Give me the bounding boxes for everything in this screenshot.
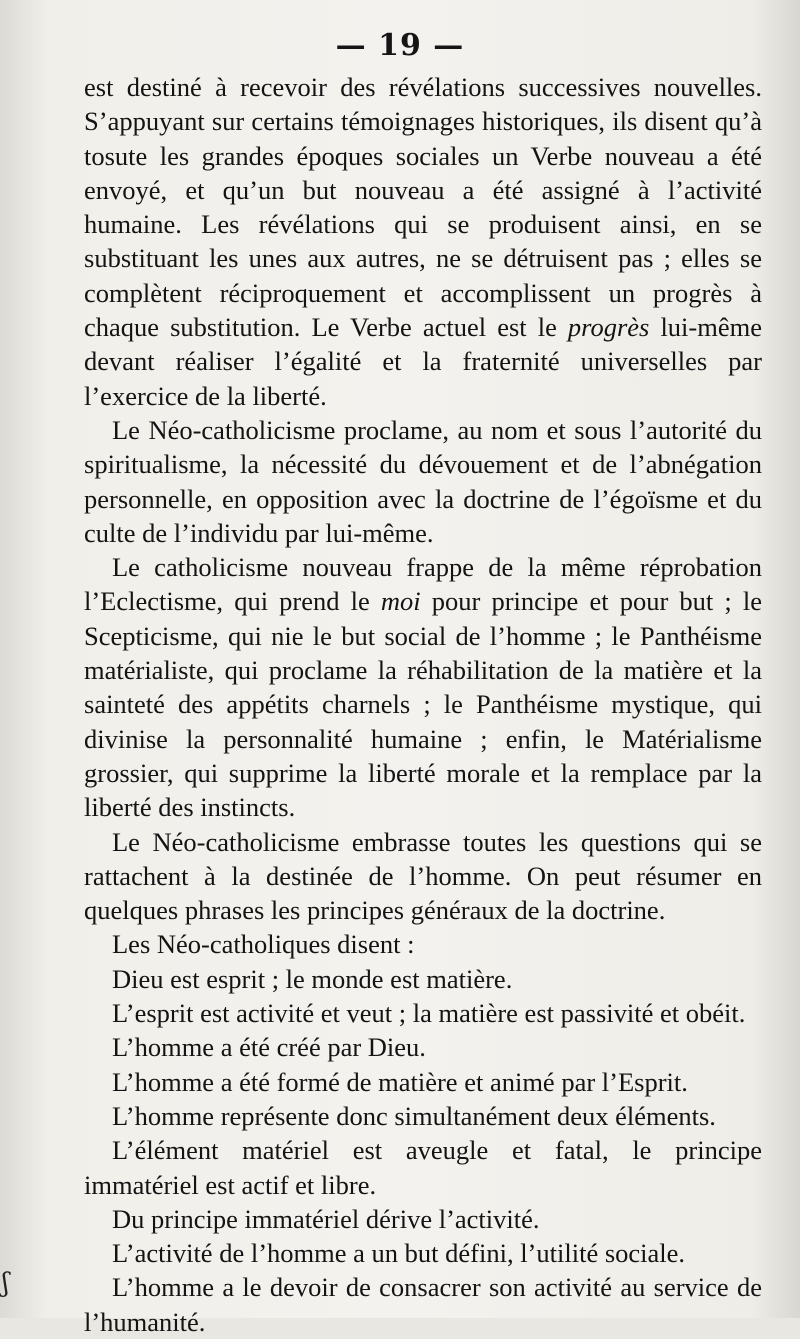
text-run: pour principe et pour but ; le Scepticisme, qui nie le but social de l’homme ; le Panthéisme matérialiste, qui proclame la réhabilitation de la matière et la sainteté des appétits charnels ; le Panthéisme mystique, qui divinise la personnalité humaine ; enfin, le Matérialisme grossier, qui supprime la liberté morale et la remplace par la liberté des instincts. — [84, 586, 762, 823]
text-run: Le Néo-catholicisme proclame, au nom et sous l’autorité du spiritualisme, la nécessité du dévouement et de l’abnégation personnelle, en opposition avec la doctrine de l’égoïsme et du culte de l’individu par lui-même. — [84, 414, 762, 548]
italic-term: moi — [380, 586, 421, 617]
statement-line: Dieu est esprit ; le monde est matière. — [112, 963, 513, 994]
margin-mark-icon: ʃ — [2, 1268, 10, 1298]
paragraph-2 — [84, 413, 762, 550]
text-run: Le Néo-catholicisme embrasse toutes les questions qui se rattachent à la destinée de l’homme. On peut résumer en quelques phrases les principes généraux de la doctrine. — [84, 826, 762, 926]
page-number: — 19 — — [335, 28, 465, 63]
italic-term: progrès — [567, 312, 650, 343]
text-run: lui-même devant réaliser l’égalité et la fraternité universelles par l’exercice de la liberté. — [84, 312, 762, 411]
statement-intro: Les Néo-catholiques disent : — [112, 929, 415, 960]
text-run: est destiné à recevoir des révélations successives nouvelles. S’appuyant sur certains témoignages historiques, ils disent qu’à tosute les grandes époques sociales un Verbe nouveau a été envoyé, et qu’un but nouveau a été assigné à l’activité humaine. Les révélations qui se produisent ainsi, en se substituant les unes aux autres, ne se détruisent pas ; elles se complètent réciproquement et accomplissent un progrès à chaque substitution. Le Verbe actuel est le — [84, 72, 762, 343]
paragraph-4 — [84, 825, 762, 928]
paragraph-1 — [84, 70, 762, 413]
text-run: Le catholicisme nouveau frappe de la même réprobation l’Eclectisme, qui prend le — [84, 552, 762, 617]
statement-line: L’élément matériel est aveugle et fatal, le principe immatériel est actif et libre. — [84, 1135, 762, 1200]
statement-line: L’activité de l’homme a un but défini, l’utilité sociale. — [112, 1238, 686, 1269]
page-body — [84, 70, 762, 1339]
statement-line: L’esprit est activité et veut ; la matière est passivité et obéit. — [112, 998, 746, 1029]
statement-line: Du principe immatériel dérive l’activité. — [112, 1203, 540, 1234]
statement-line: L’homme a le devoir de consacrer son activité au service de l’humanité. — [84, 1272, 762, 1337]
statement-line: L’homme représente donc simultanément deux éléments. — [112, 1100, 716, 1131]
statement-line: L’homme a été créé par Dieu. — [112, 1032, 426, 1063]
paragraph-3 — [84, 550, 762, 824]
statement-line: L’homme a été formé de matière et animé par l’Esprit. — [112, 1066, 688, 1097]
